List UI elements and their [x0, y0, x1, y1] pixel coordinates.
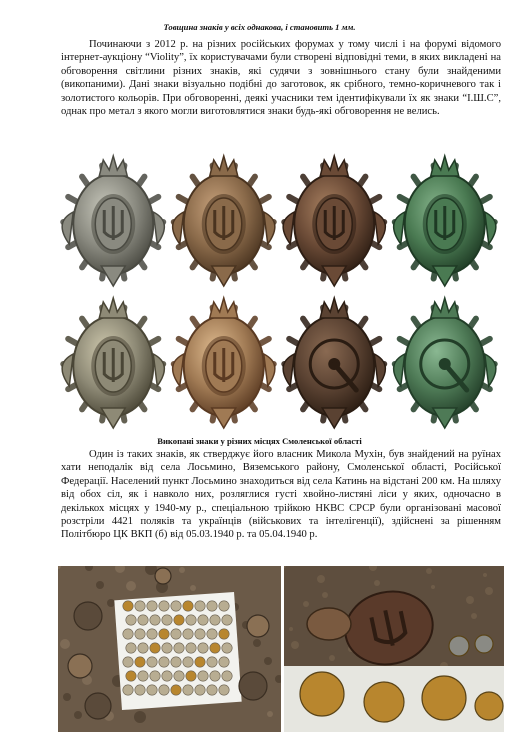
finds-photo-left: [58, 566, 281, 732]
coin: [123, 601, 133, 611]
coin: [195, 629, 205, 639]
coin: [300, 672, 344, 716]
badge-b3: [394, 298, 496, 428]
coin: [150, 643, 160, 653]
coin: [210, 671, 220, 681]
badges-figure: [58, 150, 500, 435]
badge-with-coins-image: [284, 566, 504, 732]
coin: [147, 685, 157, 695]
coin: [475, 635, 493, 653]
coin: [210, 615, 220, 625]
coin: [219, 629, 229, 639]
coin: [219, 601, 229, 611]
rusted-item: [68, 654, 92, 678]
coin: [171, 629, 181, 639]
coin: [135, 601, 145, 611]
badge-t0: [62, 156, 164, 286]
coin: [364, 682, 404, 722]
coin: [195, 657, 205, 667]
coin: [183, 685, 193, 695]
coin: [147, 657, 157, 667]
badges-image: [58, 150, 500, 435]
coin: [138, 671, 148, 681]
rusted-item: [307, 608, 351, 640]
coin: [207, 629, 217, 639]
coin: [147, 629, 157, 639]
coin: [159, 601, 169, 611]
coin: [449, 636, 469, 656]
coin: [222, 643, 232, 653]
coin: [159, 657, 169, 667]
coin: [150, 671, 160, 681]
coin: [210, 643, 220, 653]
rusted-item: [85, 693, 111, 719]
coin: [195, 601, 205, 611]
coin: [159, 629, 169, 639]
coin: [198, 643, 208, 653]
thickness-caption: Товщина знаків у всіх однакова, і становить 1 мм.: [163, 22, 356, 32]
badge-b2: [283, 298, 385, 428]
coin: [186, 615, 196, 625]
coin: [222, 671, 232, 681]
coin: [162, 643, 172, 653]
coin: [123, 629, 133, 639]
coin: [174, 643, 184, 653]
coin: [186, 671, 196, 681]
coin: [186, 643, 196, 653]
coin: [171, 685, 181, 695]
coin: [222, 615, 232, 625]
coin: [147, 601, 157, 611]
coin: [123, 657, 133, 667]
badge-t1: [173, 156, 275, 286]
coin: [150, 615, 160, 625]
badge-b0: [62, 298, 164, 428]
coin: [207, 657, 217, 667]
coin: [475, 692, 503, 720]
coin: [207, 601, 217, 611]
coin: [162, 615, 172, 625]
coin: [183, 657, 193, 667]
paragraph-losmino: Один із таких знаків, як стверджує його власник Микола Мухін, був знайдений на руїнах хати неподалік від села Лосьмино, Вяземського району, Смоленської області, Російської Федерації. Населений пункт Лосьмино знаходиться від села Катинь на відстані 200 км. На шляху від обох сіл, як і навколо них, розляглися густі хвойно-листяні ліси у яких, одночасно в декількох місцях у 1940-му р., спеціальною трійкою НКВС СРСР були організовані масової розстріли 4421 поляків та українців (військових та інтелігенції), здійснені за рішенням Політбюро ЦК ВКП (б) від 05.03.1940 р. та 05.04.1940 р.: [61, 449, 501, 541]
rusted-item: [239, 672, 267, 700]
coin: [135, 685, 145, 695]
coin: [135, 629, 145, 639]
coin: [174, 615, 184, 625]
coins-on-paper-image: [58, 566, 281, 732]
coin: [138, 615, 148, 625]
badge-t2: [283, 156, 385, 286]
coin: [174, 671, 184, 681]
rusted-item: [247, 615, 269, 637]
coin: [126, 671, 136, 681]
figure-caption: Викопані знаки у різних місцях Смоленської області: [157, 436, 362, 446]
coin: [198, 671, 208, 681]
coin: [126, 615, 136, 625]
coin: [126, 643, 136, 653]
coin: [195, 685, 205, 695]
rusted-item: [155, 568, 171, 584]
badge-b1: [173, 298, 275, 428]
coin: [159, 685, 169, 695]
badge-t3: [394, 156, 496, 286]
rusted-item: [74, 602, 102, 630]
coin: [219, 685, 229, 695]
coin: [422, 676, 466, 720]
paragraph-forums: Починаючи з 2012 р. на різних російських форумах у тому числі і на форумі відомого інтернет-аукціону “Violity”, їх користувачами були створені відповідні теми, в яких викладені на обговорення світлини різних знаків, які судячи з зовнішнього стану були знайденими (викопаними). Дані знаки візуально подібні до заготовок, як срібного, темно-коричневого так і золотистого кольорів. При обговоренні, деякі учасники тем ідентифікували їх як знаки “І.Ш.С”, однак про метал з якого могли виготовлятися знаки будь-які обговорення не велись.: [61, 39, 501, 118]
coin: [171, 601, 181, 611]
coin: [123, 685, 133, 695]
coin: [198, 615, 208, 625]
coin: [138, 643, 148, 653]
coin: [219, 657, 229, 667]
coin: [171, 657, 181, 667]
coin: [135, 657, 145, 667]
finds-photo-right: [284, 566, 504, 732]
coin: [162, 671, 172, 681]
coin: [183, 629, 193, 639]
coin: [183, 601, 193, 611]
coin: [207, 685, 217, 695]
